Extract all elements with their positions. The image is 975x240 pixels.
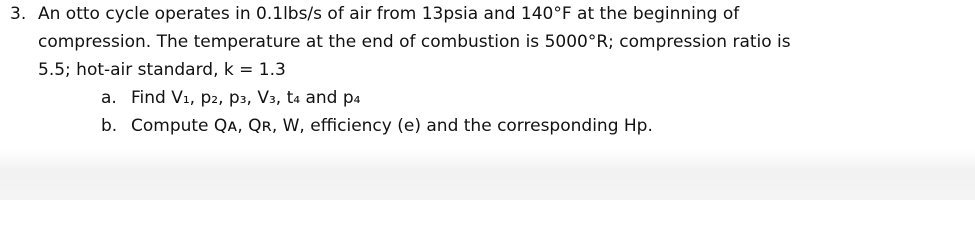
part-b-text: Compute Qᴀ, Qʀ, W, efficiency (e) and the corresponding Hp.: [131, 116, 653, 136]
part-a-text: Find V₁, p₂, p₃, V₃, t₄ and p₄: [131, 88, 361, 108]
problem-parts: [101, 84, 965, 140]
part-b: [101, 112, 965, 140]
blank-page-area: [0, 150, 975, 200]
problem-statement: [10, 0, 965, 84]
part-b-letter: b.: [101, 116, 118, 136]
problem-text: [38, 0, 965, 84]
problem-number: 3.: [10, 4, 27, 24]
problem-line-2: compression. The temperature at the end of combustion is 5000°R; compression ratio is: [38, 32, 791, 52]
problem-3: [10, 0, 965, 140]
problem-line-1: An otto cycle operates in 0.1lbs/s of air from 13psia and 140°F at the beginning of: [38, 4, 740, 24]
problem-line-3: 5.5; hot-air standard, k = 1.3: [38, 60, 286, 80]
part-a-letter: a.: [101, 88, 117, 108]
part-a: [101, 84, 965, 112]
